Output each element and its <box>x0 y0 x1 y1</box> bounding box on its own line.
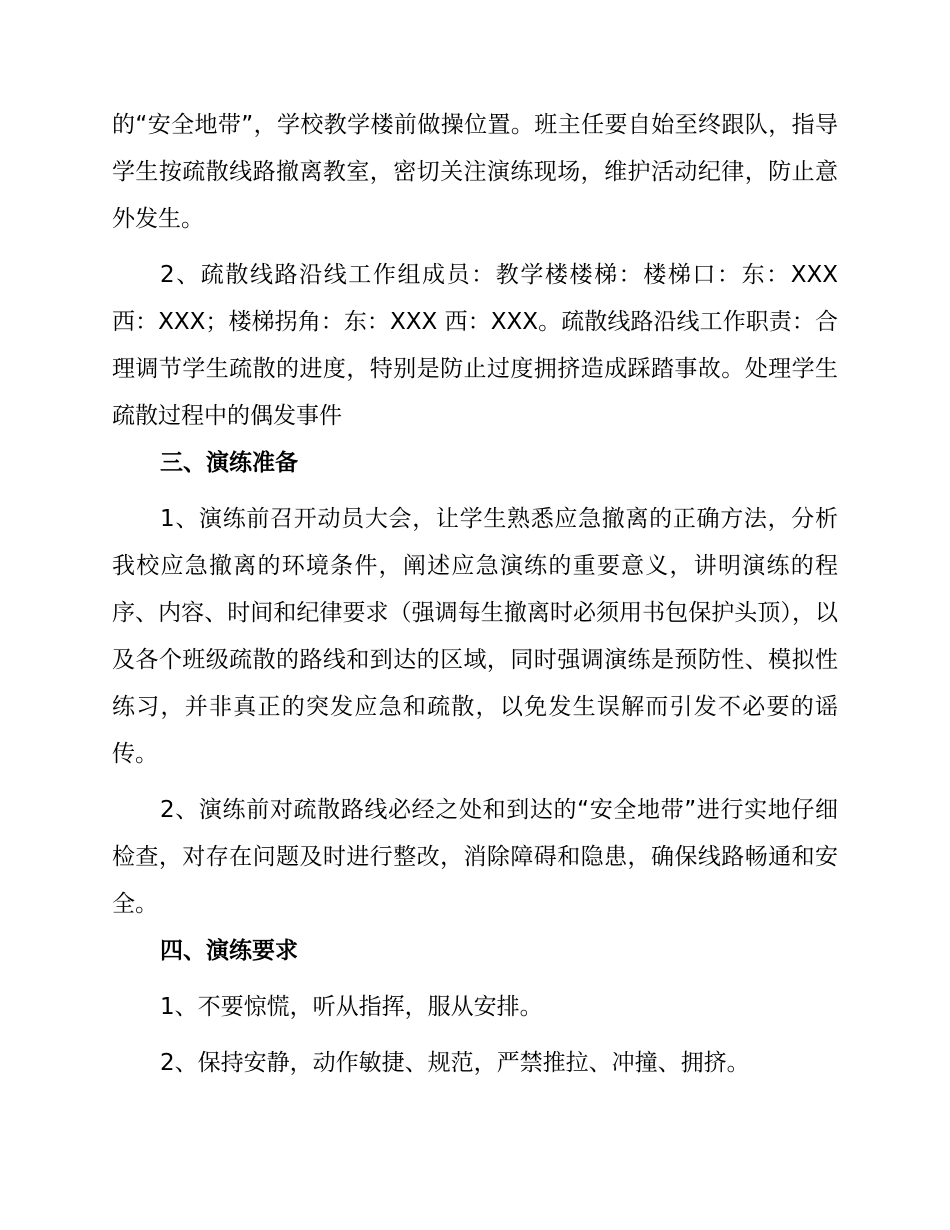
section-heading-drill-requirements: 四、演练要求 <box>160 938 298 964</box>
section-heading-drill-preparation: 三、演练准备 <box>160 450 298 476</box>
paragraph-preparation-item-2: 2、演练前对疏散路线必经之处和到达的“安全地带”进行实地仔细检查，对存在问题及时进行整改，消除障碍和隐患，确保线路畅通和安全。 <box>112 797 838 917</box>
paragraph-continuation: 的“安全地带”，学校教学楼前做操位置。班主任要自始至终跟队，指导学生按疏散线路撤离教室，密切关注演练现场，维护活动纪律，防止意外发生。 <box>112 112 838 232</box>
document-page <box>112 102 838 1087</box>
paragraph-requirement-item-1: 1、不要惊慌，听从指挥，服从安排。 <box>160 994 543 1020</box>
paragraph-preparation-item-1: 1、演练前召开动员大会，让学生熟悉应急撤离的正确方法，分析我校应急撤离的环境条件，阐述应急演练的重要意义，讲明演练的程序、内容、时间和纪律要求（强调每生撤离时必须用书包保护头顶），以及各个班级疏散的路线和到达的区域，同时强调演练是预防性、模拟性练习，并非真正的突发应急和疏散，以免发生误解而引发不必要的谣传。 <box>112 506 838 767</box>
paragraph-requirement-item-2: 2、保持安静，动作敏捷、规范，严禁推拉、冲撞、拥挤。 <box>160 1050 750 1076</box>
paragraph-evacuation-route-staff: 2、疏散线路沿线工作组成员：教学楼楼梯：楼梯口：东：XXX 西：XXX；楼梯拐角：东：XXX 西：XXX。疏散线路沿线工作职责：合理调节学生疏散的进度，特别是防止过度拥挤造成踩踏事故。处理学生疏散过程中的偶发事件 <box>112 262 838 429</box>
